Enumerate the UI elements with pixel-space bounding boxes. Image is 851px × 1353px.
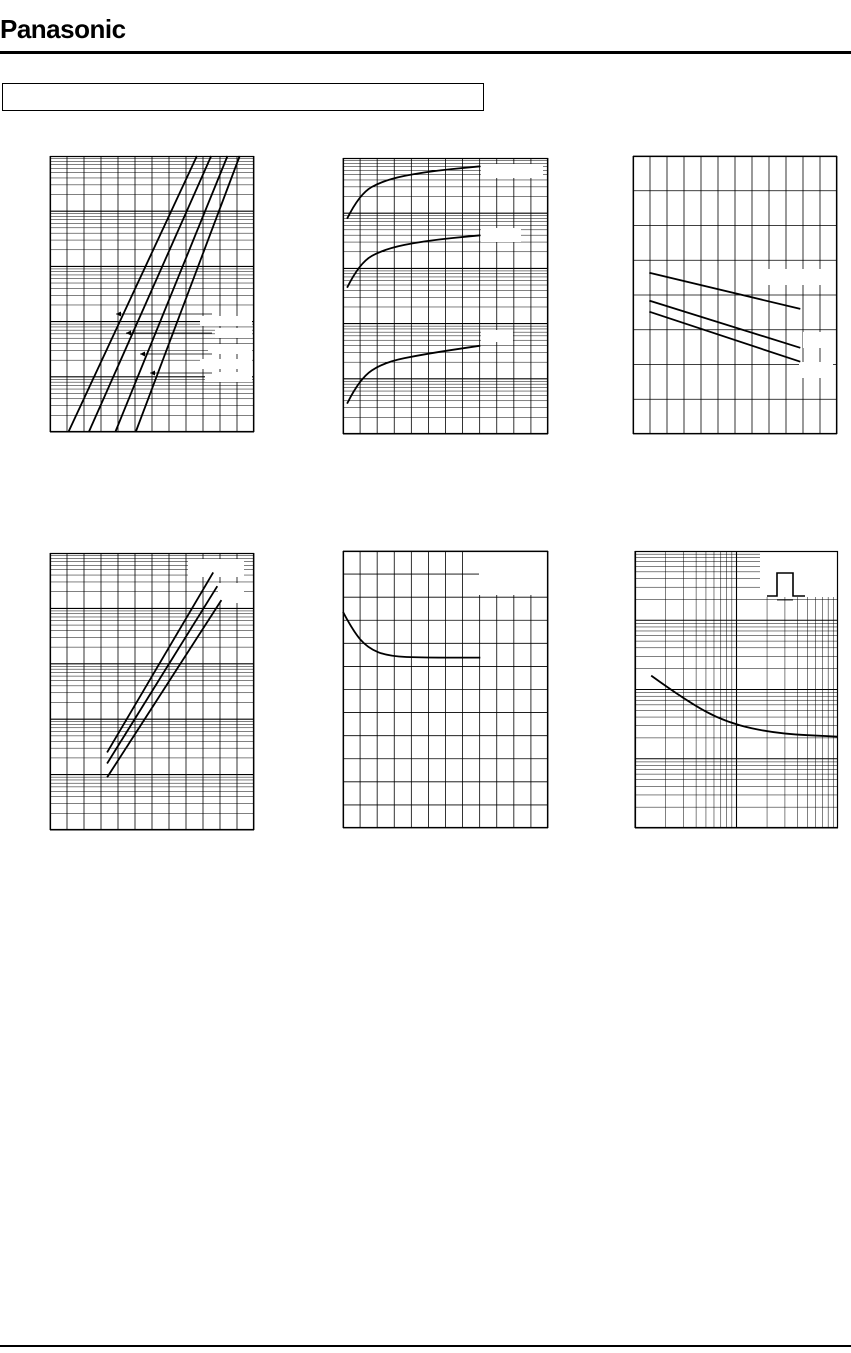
series-line-1 xyxy=(107,572,213,752)
chart-grid xyxy=(633,156,837,434)
chart-1 xyxy=(50,156,254,432)
series-line-2 xyxy=(107,586,217,763)
footer-rule xyxy=(0,1345,851,1347)
series-line-3 xyxy=(649,312,800,362)
label-box xyxy=(200,359,252,369)
label-box xyxy=(208,344,252,354)
label-box xyxy=(215,328,252,338)
chart-5 xyxy=(343,551,548,828)
label-box xyxy=(200,316,252,326)
label-box xyxy=(218,583,244,603)
part-number-box xyxy=(2,83,484,111)
label-box xyxy=(481,330,513,342)
series-line-3 xyxy=(347,346,480,404)
header-rule xyxy=(0,51,851,54)
chart-4 xyxy=(50,553,254,830)
chart-6 xyxy=(635,551,838,828)
leader-arrow xyxy=(126,331,131,336)
label-box xyxy=(188,559,244,577)
series-line-1 xyxy=(347,166,480,218)
brand-logo: Panasonic xyxy=(0,14,126,44)
series-line-4 xyxy=(136,156,240,432)
chart-2 xyxy=(343,158,548,434)
label-box xyxy=(760,551,838,597)
chart-3 xyxy=(633,156,837,434)
series-line-2 xyxy=(89,156,211,432)
label-box xyxy=(799,362,833,378)
series-line-2 xyxy=(649,301,800,348)
leader-arrow xyxy=(140,352,145,357)
leader-arrow xyxy=(150,371,155,376)
label-box xyxy=(205,372,252,382)
leader-arrow xyxy=(116,312,121,317)
series-line-3 xyxy=(107,600,221,777)
label-box xyxy=(481,164,543,178)
label-box xyxy=(803,332,833,348)
series-line-2 xyxy=(347,235,480,287)
series-line-1 xyxy=(651,676,838,737)
label-box xyxy=(481,228,521,242)
label-box xyxy=(767,269,833,285)
chart-grid xyxy=(343,158,548,434)
label-box xyxy=(479,551,548,595)
